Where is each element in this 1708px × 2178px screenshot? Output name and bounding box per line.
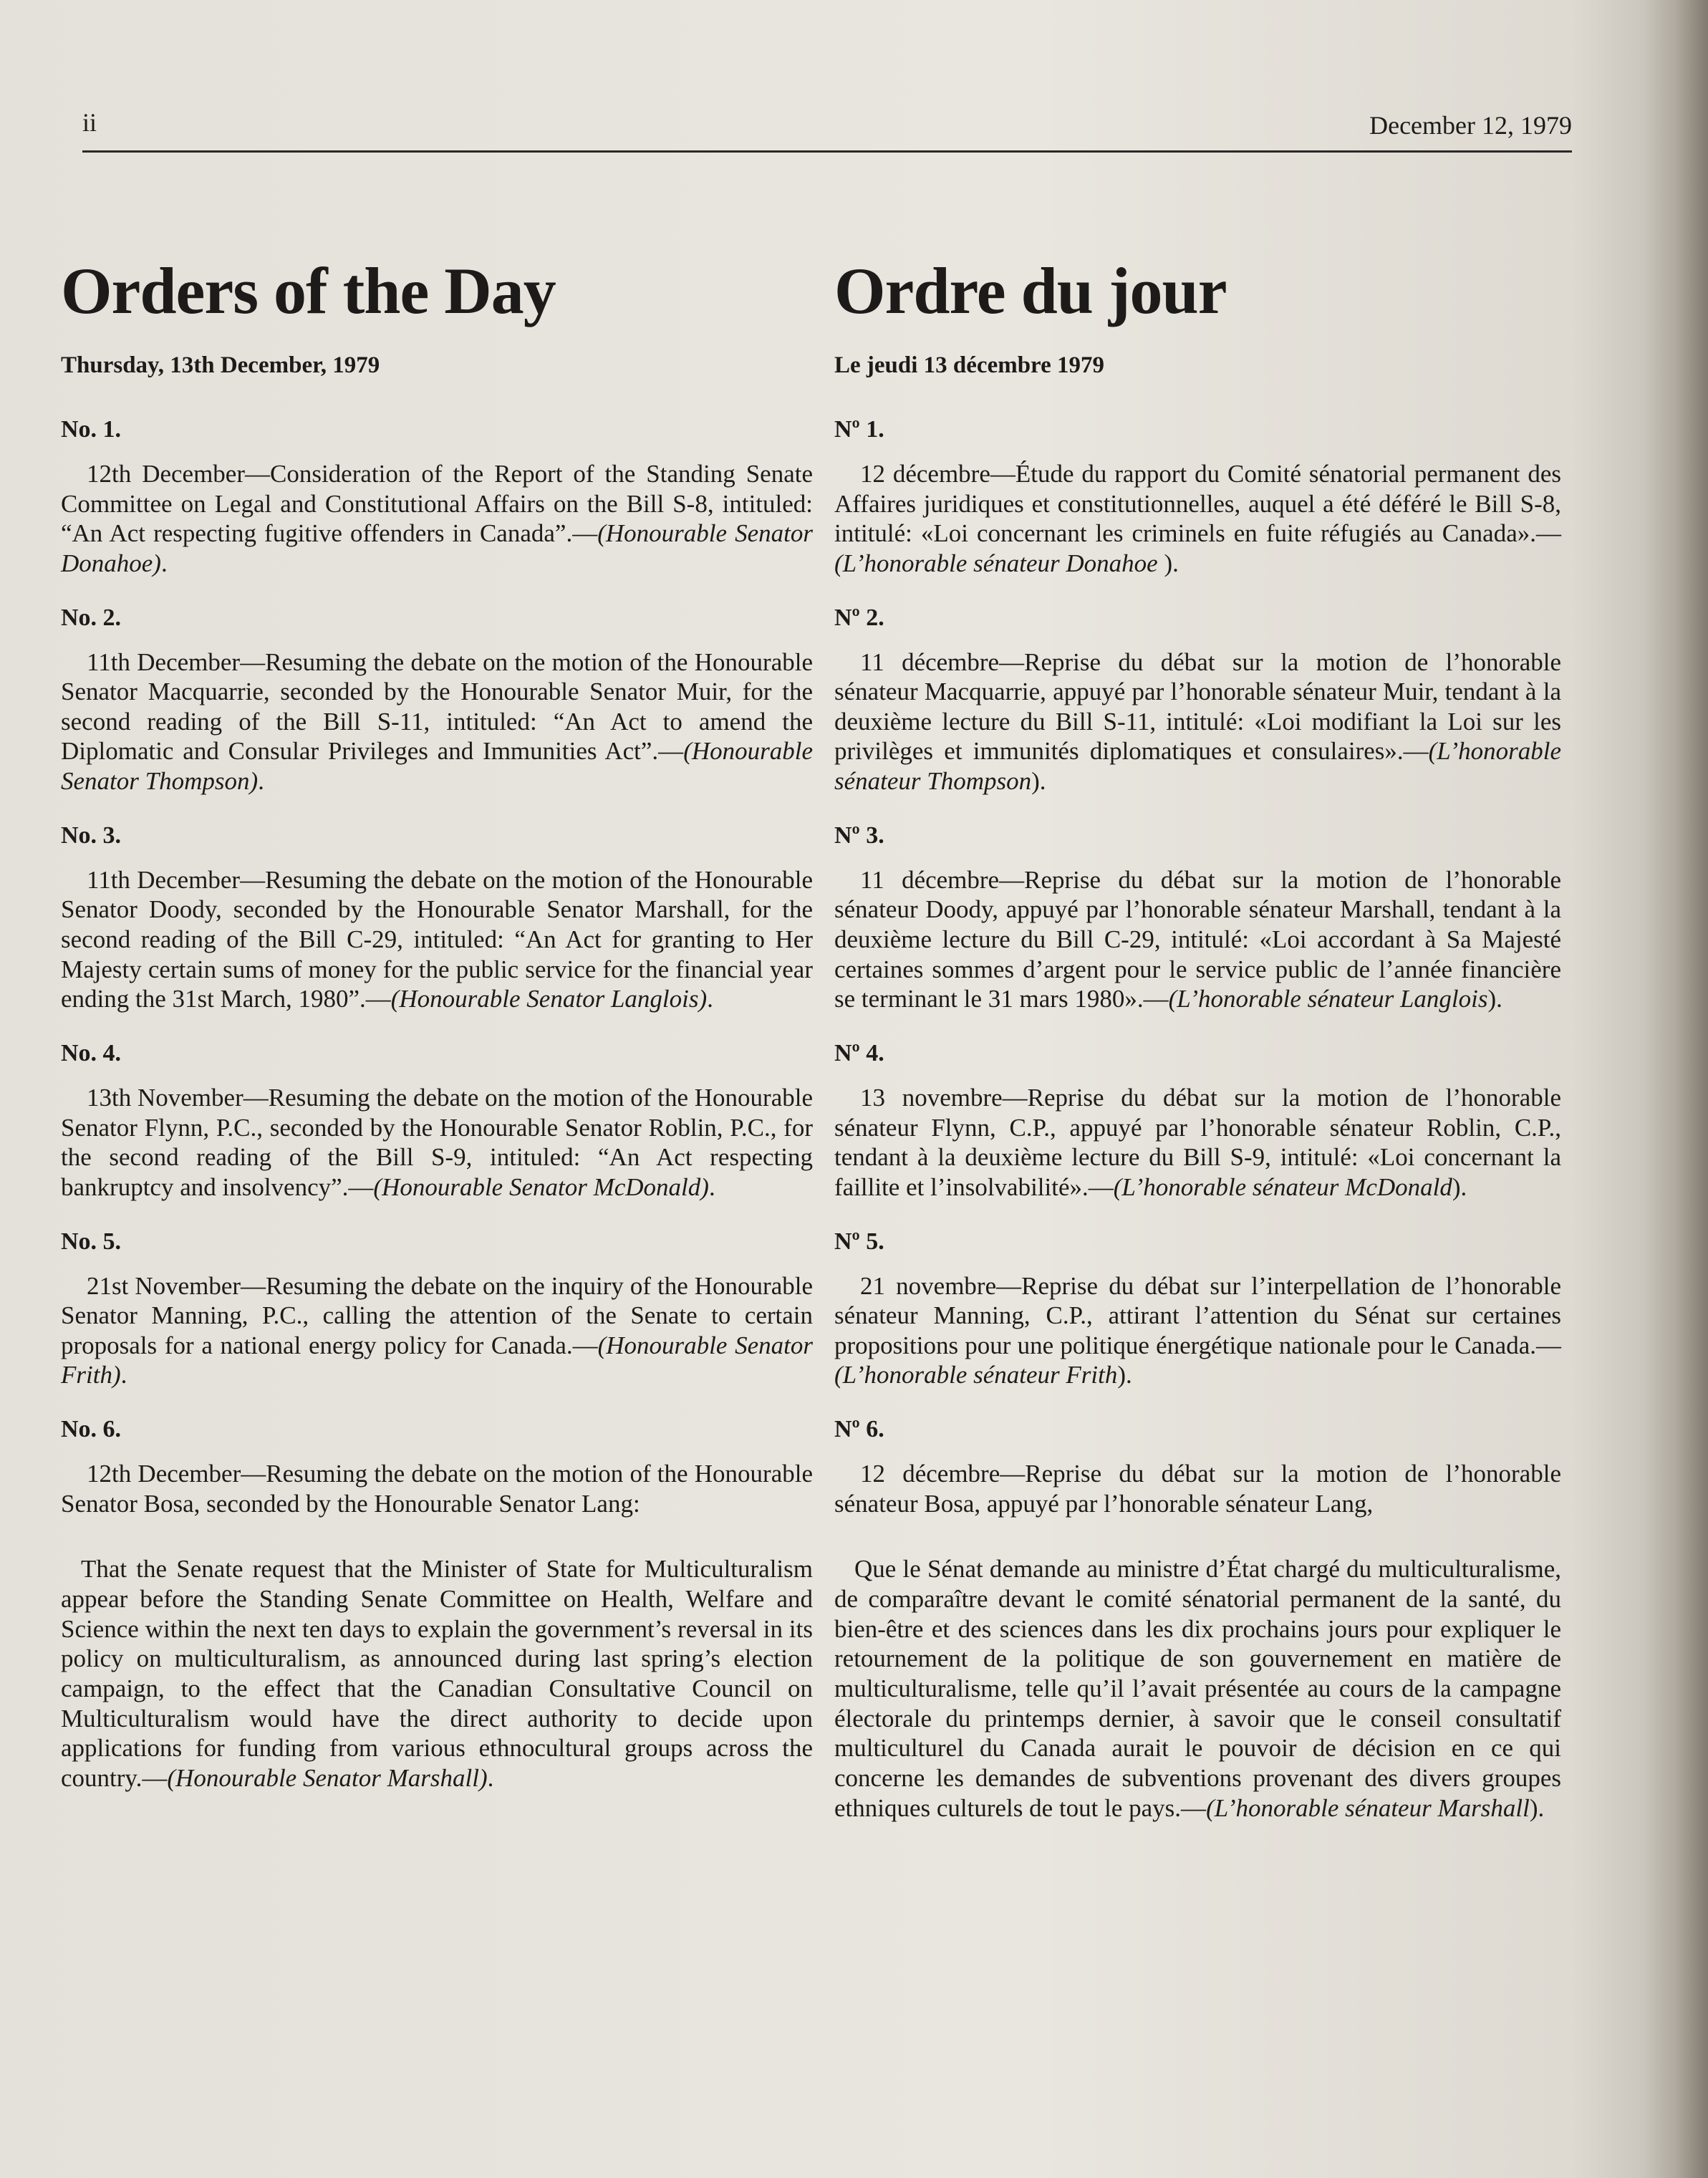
- english-title: Orders of the Day: [61, 254, 556, 327]
- senator-reference: (Honourable Senator Thompson): [61, 737, 813, 796]
- senator-reference: (Honourable Senator Donahoe): [61, 519, 813, 577]
- senator-reference: (L’honorable sénateur Langlois: [1168, 985, 1488, 1013]
- order-item: [61, 1228, 813, 1391]
- senator-reference: (L’honorable sénateur Frith: [834, 1361, 1118, 1389]
- item-number: Nº 1.: [834, 416, 884, 443]
- senator-reference: (L’honorable sénateur McDonald: [1113, 1172, 1452, 1201]
- item-number: No. 2.: [61, 604, 122, 631]
- page-header: [82, 107, 1572, 153]
- order-item: [61, 822, 813, 1014]
- item-text: 11 décembre—Reprise du débat sur la motion de l’honorable sénateur Macquarrie, appuyé par l’honorable sénateur Muir, tendant à la deuxième lecture du Bill S-11, intitulé: «Loi modifiant la Loi sur les privilèges et immunités diplomatiques et consulaires».—(L’honorable sénateur Thompson).: [834, 647, 1561, 796]
- senator-reference: (Honourable Senator Marshall): [167, 1763, 488, 1792]
- order-item: [834, 416, 1561, 579]
- senator-reference: (Honourable Senator Langlois): [390, 985, 708, 1013]
- item-text: 12th December—Resuming the debate on the motion of the Honourable Senator Bosa, seconded by the Honourable Senator Lang:: [61, 1460, 813, 1518]
- french-column: [834, 254, 1561, 1849]
- order-item: [61, 604, 813, 796]
- order-item: [61, 416, 813, 579]
- item-number: Nº 5.: [834, 1228, 884, 1255]
- header-date: December 12, 1979: [1369, 111, 1572, 140]
- page-binding-shadow: [1644, 0, 1708, 2178]
- english-column: [61, 254, 813, 1819]
- item-text: 13 novembre—Reprise du débat sur la motion de l’honorable sénateur Flynn, C.P., appuyé par l’honorable sénateur Roblin, C.P., tendant à la deuxième lecture du Bill S-9, intitulé: «Loi concernant la faillite et l’insolvabilité».—(L’honorable sénateur McDonald).: [834, 1083, 1561, 1201]
- french-date-line: Le jeudi 13 décembre 1979: [834, 352, 1105, 378]
- order-item: [61, 1040, 813, 1203]
- french-title: Ordre du jour: [834, 254, 1227, 327]
- senator-reference: (L’honorable sénateur Thompson: [834, 737, 1561, 796]
- order-item: [834, 1040, 1561, 1203]
- item-number: No. 5.: [61, 1228, 122, 1255]
- item-text: 21st November—Resuming the debate on the inquiry of the Honourable Senator Manning, P.C., calling the attention of the Senate to certain proposals for a national energy policy for Canada.—(Honourable Senator Frith).: [61, 1271, 813, 1389]
- item-text: 11th December—Resuming the debate on the motion of the Honourable Senator Macquarrie, seconded by the Honourable Senator Muir, for the second reading of the Bill S-11, intituled: “An Act to amend the Diplomatic and Consular Privileges and Immunities Act”.—(Honourable Senator Thompson).: [61, 647, 813, 796]
- english-date-line: Thursday, 13th December, 1979: [61, 352, 380, 378]
- motion-quote: That the Senate request that the Minister of State for Multiculturalism appear before the Standing Senate Committee on Health, Welfare and Science within the next ten days to explain the government’s reversal in its policy on multiculturalism, as announced during last spring’s election campaign, to the effect that the Canadian Consultative Council on Multiculturalism would have the direct authority to decide upon applications for funding from various ethnocultural groups across the country.—(Honourable Senator Marshall).: [61, 1555, 813, 1792]
- order-item: [834, 1416, 1561, 1823]
- item-number: Nº 2.: [834, 604, 884, 631]
- order-item: [834, 1228, 1561, 1391]
- item-number: No. 6.: [61, 1416, 122, 1443]
- item-number: Nº 4.: [834, 1039, 884, 1066]
- item-number: No. 1.: [61, 416, 122, 443]
- item-text: 12 décembre—Reprise du débat sur la motion de l’honorable sénateur Bosa, appuyé par l’honorable sénateur Lang,: [834, 1460, 1561, 1518]
- item-text: 11 décembre—Reprise du débat sur la motion de l’honorable sénateur Doody, appuyé par l’honorable sénateur Marshall, tendant à la deuxième lecture du Bill C-29, intitulé: «Loi accordant à Sa Majesté certaines sommes d’argent pour le service public de l’année financière se terminant le 31 mars 1980».—(L’honorable sénateur Langlois).: [834, 865, 1561, 1013]
- senator-reference: (Honourable Senator Frith): [61, 1331, 813, 1389]
- item-text: 11th December—Resuming the debate on the motion of the Honourable Senator Doody, seconded by the Honourable Senator Marshall, for the second reading of the Bill C-29, intituled: “An Act for granting to Her Majesty certain sums of money for the public service for the financial year ending the 31st March, 1980”.—(Honourable Senator Langlois).: [61, 865, 813, 1013]
- item-number: No. 4.: [61, 1039, 122, 1066]
- motion-quote: Que le Sénat demande au ministre d’État chargé du multiculturalisme, de comparaître devant le comité sénatorial permanent de la santé, du bien-être et des sciences dans les dix prochains jours pour expliquer le retournement de la politique de son gouvernement en matière de multiculturalisme, telle qu’il l’avait présentée au cours de la campagne électorale du printemps dernier, à savoir que le conseil consultatif multiculturel du Canada aurait le pouvoir de décision en ce qui concerne les demandes de subventions provenant des divers groupes ethniques culturels de tout le pays.—(L’honorable sénateur Marshall).: [834, 1555, 1561, 1822]
- item-text: 12th December—Consideration of the Report of the Standing Senate Committee on Legal and Constitutional Affairs on the Bill S-8, intituled: “An Act respecting fugitive offenders in Canada”.—(Honourable Senator Donahoe).: [61, 460, 813, 577]
- order-item: [834, 604, 1561, 796]
- item-text: 12 décembre—Étude du rapport du Comité sénatorial permanent des Affaires juridiques et constitutionnelles, auquel a été déféré le Bill S-8, intitulé: «Loi concernant les criminels en fuite réfugiés au Canada».—(L’honorable sénateur Donahoe ).: [834, 460, 1561, 577]
- senator-reference: (L’honorable sénateur Donahoe: [834, 549, 1158, 577]
- senator-reference: (L’honorable sénateur Marshall: [1206, 1793, 1530, 1822]
- item-number: No. 3.: [61, 821, 122, 849]
- item-number: Nº 6.: [834, 1416, 884, 1443]
- item-number: Nº 3.: [834, 821, 884, 849]
- senator-reference: (Honourable Senator McDonald): [373, 1172, 709, 1201]
- order-item: [61, 1416, 813, 1793]
- item-text: 21 novembre—Reprise du débat sur l’interpellation de l’honorable sénateur Manning, C.P., attirant l’attention du Sénat sur certaines propositions pour une politique énergétique nationale pour le Canada.—(L’honorable sénateur Frith).: [834, 1271, 1561, 1389]
- order-item: [834, 822, 1561, 1014]
- page-number: ii: [82, 108, 97, 137]
- item-text: 13th November—Resuming the debate on the motion of the Honourable Senator Flynn, P.C., seconded by the Honourable Senator Roblin, P.C., for the second reading of the Bill S-9, intituled: “An Act respecting bankruptcy and insolvency”.—(Honourable Senator McDonald).: [61, 1083, 813, 1201]
